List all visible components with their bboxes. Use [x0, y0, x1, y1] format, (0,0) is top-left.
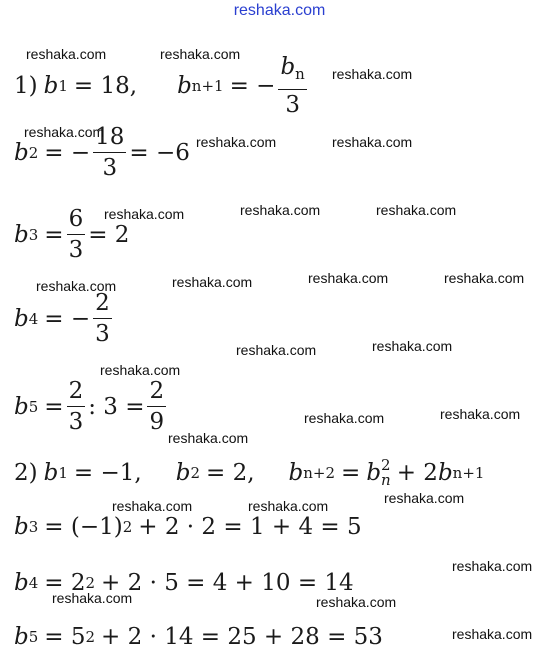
- watermark: reshaka.com: [384, 490, 465, 506]
- site-header-link[interactable]: reshaka.com: [233, 2, 326, 19]
- watermark: reshaka.com: [104, 206, 185, 222]
- watermark: reshaka.com: [372, 338, 453, 354]
- watermark: reshaka.com: [332, 134, 413, 150]
- watermark: reshaka.com: [236, 342, 317, 358]
- watermark: reshaka.com: [168, 430, 249, 446]
- b3-line-2: b 3 = (−1) 2 + 2 · 2 = 1 + 4 = 5: [14, 514, 362, 540]
- fraction: $\frac{2}{3}$: [95, 290, 110, 347]
- b5-line-2: b 5 = 5 2 + 2 · 14 = 25 + 28 = 53: [14, 624, 383, 650]
- watermark: reshaka.com: [316, 594, 397, 610]
- watermark: reshaka.com: [160, 46, 241, 62]
- fraction: $\frac{2}{3}$: [68, 378, 84, 435]
- watermark: reshaka.com: [112, 498, 193, 514]
- b2-line: b 2 = − $\frac{18}{3}$ = −6: [14, 124, 190, 181]
- b3-line: b 3 = $\frac{6}{3}$ = 2: [14, 206, 130, 263]
- watermark: reshaka.com: [52, 590, 133, 606]
- watermark: reshaka.com: [36, 278, 117, 294]
- watermark: reshaka.com: [24, 124, 105, 140]
- watermark: reshaka.com: [172, 274, 253, 290]
- watermark: reshaka.com: [196, 134, 277, 150]
- problem-2-line-1: 2) b 1 = −1, b 2 = 2, b n+2 = b 2 n + 2 b n+1: [14, 456, 485, 489]
- problem-1-line-1: 1) b 1 = 18, b n+1 = − $\frac{b_n}{3}$: [14, 54, 305, 118]
- watermark: reshaka.com: [452, 626, 533, 642]
- part-label: 2): [14, 460, 38, 486]
- watermark: reshaka.com: [240, 202, 321, 218]
- fraction: $\frac{b_n}{3}$: [280, 54, 305, 118]
- watermark: reshaka.com: [304, 410, 385, 426]
- watermark: reshaka.com: [444, 270, 525, 286]
- fraction: $\frac{2}{9}$: [149, 378, 165, 435]
- watermark: reshaka.com: [376, 202, 457, 218]
- watermark: reshaka.com: [248, 498, 329, 514]
- watermark: reshaka.com: [332, 66, 413, 82]
- fraction: $\frac{6}{3}$: [68, 206, 84, 263]
- watermark: reshaka.com: [26, 46, 107, 62]
- b4-line: b 4 = − $\frac{2}{3}$: [14, 290, 110, 347]
- watermark: reshaka.com: [100, 362, 181, 378]
- b4-line-2: b 4 = 2 2 + 2 · 5 = 4 + 10 = 14: [14, 570, 354, 596]
- watermark: reshaka.com: [440, 406, 521, 422]
- watermark: reshaka.com: [452, 558, 533, 574]
- b5-line: b 5 = $\frac{2}{3}$ : 3 = $\frac{2}{9}$: [14, 378, 165, 435]
- part-label: 1): [14, 73, 38, 99]
- fraction: $\frac{18}{3}$: [95, 124, 125, 181]
- watermark: reshaka.com: [308, 270, 389, 286]
